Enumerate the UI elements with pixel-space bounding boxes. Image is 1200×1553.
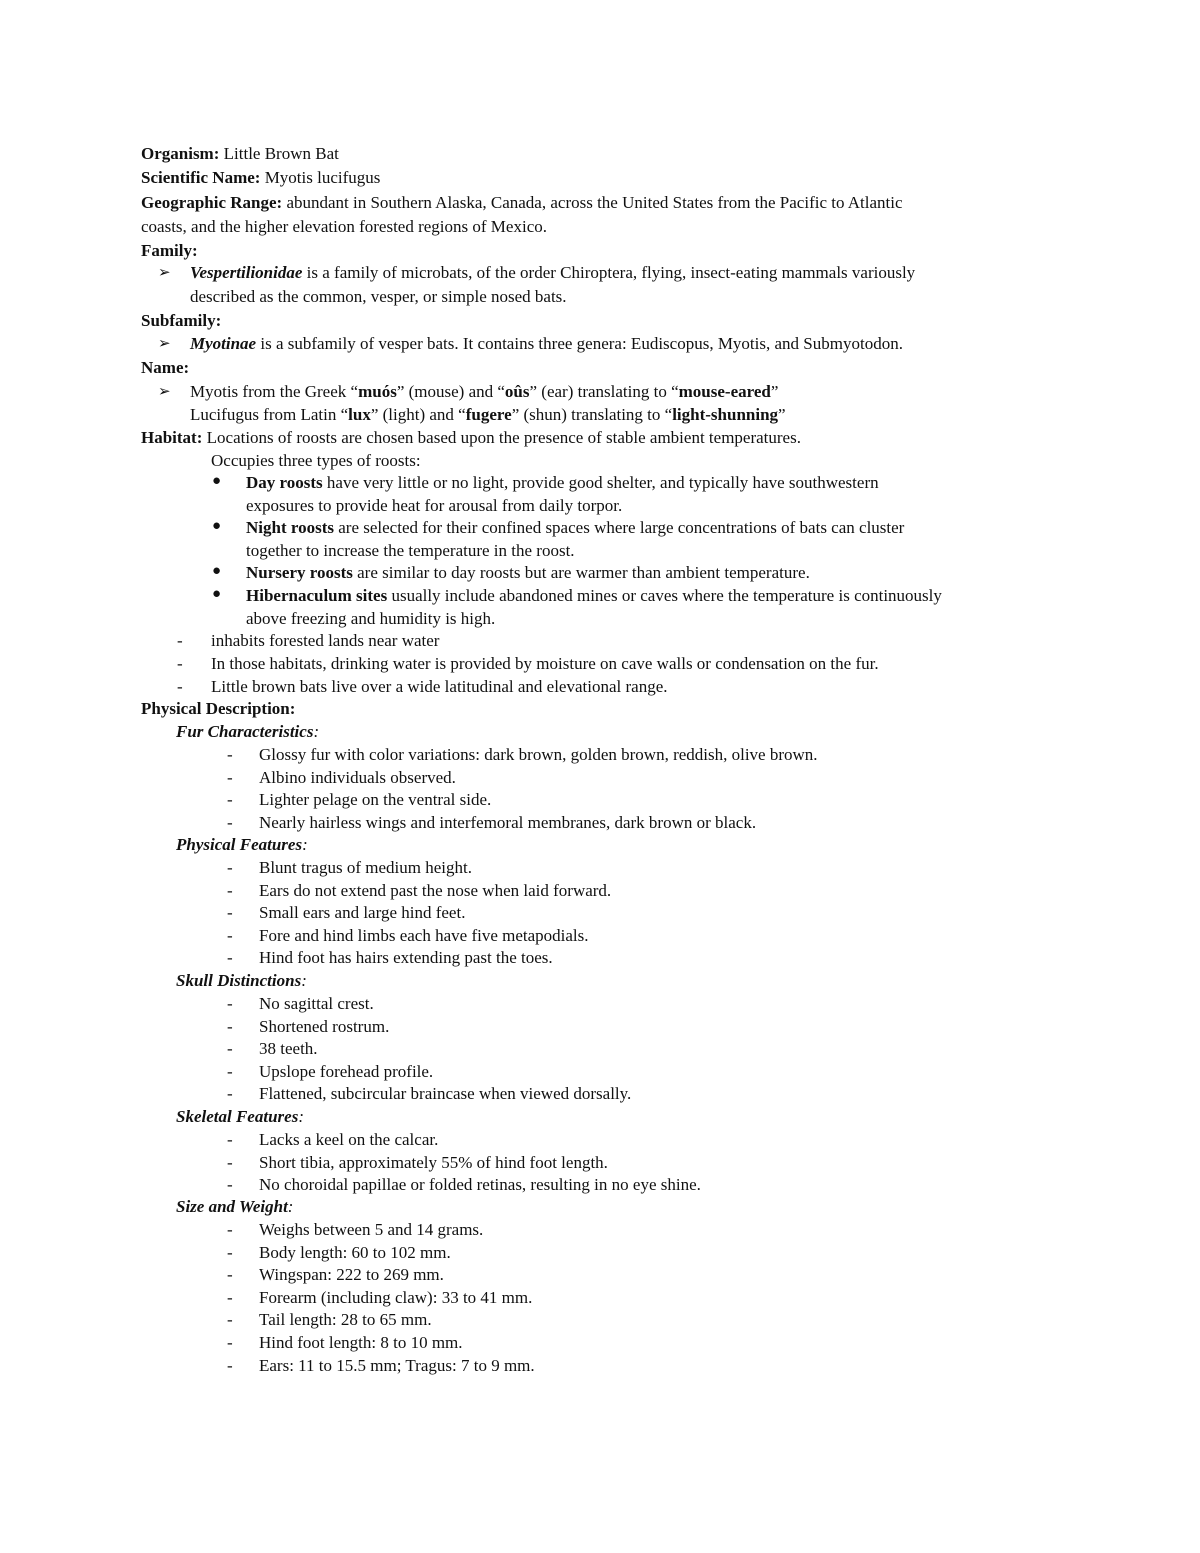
list-item: Hind foot has hairs extending past the toes. bbox=[259, 948, 553, 967]
geographic-range-label: Geographic Range: bbox=[141, 193, 283, 212]
dash-bullet: - bbox=[227, 768, 233, 787]
subheading-title: Size and Weight bbox=[176, 1197, 288, 1216]
habitat-note: In those habitats, drinking water is provided by moisture on cave walls or condensation on the fur. bbox=[211, 654, 879, 673]
roost-night-line-1 bbox=[246, 517, 904, 539]
name-text: ” bbox=[778, 405, 786, 424]
dash-bullet: - bbox=[227, 948, 233, 967]
roost-term: Night roosts bbox=[246, 518, 334, 537]
name-term: fugere bbox=[465, 405, 512, 424]
scientific-name-value: Myotis lucifugus bbox=[264, 168, 381, 187]
family-text-2: described as the common, vesper, or simple nosed bats. bbox=[190, 287, 567, 306]
list-item: Shortened rostrum. bbox=[259, 1017, 390, 1036]
dash-bullet: - bbox=[227, 1084, 233, 1103]
list-item: Flattened, subcircular braincase when viewed dorsally. bbox=[259, 1084, 632, 1103]
bullet-dot-icon: ● bbox=[212, 473, 222, 489]
habitat-note: Little brown bats live over a wide latitudinal and elevational range. bbox=[211, 677, 668, 696]
roost-night-line-2: together to increase the temperature in the roost. bbox=[246, 541, 575, 560]
list-item: Lighter pelage on the ventral side. bbox=[259, 790, 492, 809]
list-item: Body length: 60 to 102 mm. bbox=[259, 1243, 451, 1262]
scientific-name-label: Scientific Name: bbox=[141, 168, 261, 187]
bullet-dot-icon: ● bbox=[212, 518, 222, 534]
dash-bullet: - bbox=[177, 631, 183, 650]
list-item: Ears do not extend past the nose when laid forward. bbox=[259, 881, 612, 900]
name-text: ” (shun) translating to “ bbox=[511, 405, 673, 424]
bullet-dot-icon: ● bbox=[212, 563, 222, 579]
dash-bullet: - bbox=[227, 1333, 233, 1352]
dash-bullet: - bbox=[227, 1039, 233, 1058]
list-item: Fore and hind limbs each have five metapodials. bbox=[259, 926, 589, 945]
subheading-title: Skull Distinctions bbox=[176, 971, 302, 990]
bullet-dot-icon: ● bbox=[212, 586, 222, 602]
family-term: Vespertilionidae bbox=[190, 263, 303, 282]
organism-label: Organism: bbox=[141, 144, 220, 163]
list-item: Small ears and large hind feet. bbox=[259, 903, 466, 922]
arrow-bullet-icon: ➢ bbox=[158, 336, 171, 352]
name-text: ” (light) and “ bbox=[370, 405, 466, 424]
name-text: Myotis from the Greek “ bbox=[190, 382, 359, 401]
dash-bullet: - bbox=[227, 1017, 233, 1036]
list-item: Upslope forehead profile. bbox=[259, 1062, 434, 1081]
dash-bullet: - bbox=[227, 858, 233, 877]
dash-bullet: - bbox=[227, 1153, 233, 1172]
roost-day-line-1 bbox=[246, 472, 879, 494]
geographic-range-text-1: abundant in Southern Alaska, Canada, across the United States from the Pacific to Atlantic bbox=[286, 193, 903, 212]
roost-text: have very little or no light, provide good shelter, and typically have southwestern bbox=[326, 473, 879, 492]
list-item: Albino individuals observed. bbox=[259, 768, 456, 787]
dash-bullet: - bbox=[227, 813, 233, 832]
family-text-1: is a family of microbats, of the order Chiroptera, flying, insect-eating mammals variously bbox=[306, 263, 916, 282]
list-item: Nearly hairless wings and interfemoral membranes, dark brown or black. bbox=[259, 813, 757, 832]
subheading-title: Physical Features bbox=[176, 835, 303, 854]
name-term: light-shunning bbox=[672, 405, 779, 424]
family-heading: Family: bbox=[141, 241, 198, 260]
roost-term: Hibernaculum sites bbox=[246, 586, 388, 605]
arrow-bullet-icon: ➢ bbox=[158, 384, 171, 400]
list-item: Ears: 11 to 15.5 mm; Tragus: 7 to 9 mm. bbox=[259, 1356, 535, 1375]
subheading-colon: : bbox=[298, 1107, 304, 1126]
subfamily-heading: Subfamily: bbox=[141, 311, 222, 330]
dash-bullet: - bbox=[227, 790, 233, 809]
list-item: 38 teeth. bbox=[259, 1039, 318, 1058]
dash-bullet: - bbox=[227, 1175, 233, 1194]
roost-text: are similar to day roosts but are warmer than ambient temperature. bbox=[357, 563, 810, 582]
dash-bullet: - bbox=[227, 1243, 233, 1262]
habitat-line bbox=[141, 427, 801, 449]
habitat-intro: Locations of roosts are chosen based upon the presence of stable ambient temperatures. bbox=[206, 428, 801, 447]
subfamily-line bbox=[190, 333, 903, 355]
roost-text: usually include abandoned mines or caves where the temperature is continuously bbox=[391, 586, 942, 605]
subheading-title: Fur Characteristics bbox=[176, 722, 314, 741]
skeletal-subheading bbox=[176, 1106, 304, 1128]
dash-bullet: - bbox=[227, 1062, 233, 1081]
list-item: No sagittal crest. bbox=[259, 994, 374, 1013]
subheading-colon: : bbox=[287, 1197, 294, 1216]
name-term: mouse-eared bbox=[678, 382, 771, 401]
geographic-range-line bbox=[141, 192, 903, 214]
arrow-bullet-icon: ➢ bbox=[158, 265, 171, 281]
subheading-colon: : bbox=[302, 835, 308, 854]
dash-bullet: - bbox=[227, 1356, 233, 1375]
dash-bullet: - bbox=[227, 1220, 233, 1239]
habitat-label: Habitat: bbox=[141, 428, 203, 447]
roost-hibernaculum-line-1 bbox=[246, 585, 942, 607]
list-item: Forearm (including claw): 33 to 41 mm. bbox=[259, 1288, 533, 1307]
roost-intro: Occupies three types of roosts: bbox=[211, 451, 421, 470]
dash-bullet: - bbox=[227, 745, 233, 764]
name-term: oûs bbox=[504, 382, 530, 401]
dash-bullet: - bbox=[227, 1310, 233, 1329]
subfamily-term: Myotinae bbox=[190, 334, 257, 353]
list-item: Lacks a keel on the calcar. bbox=[259, 1130, 439, 1149]
features-subheading bbox=[176, 834, 308, 856]
list-item: Glossy fur with color variations: dark brown, golden brown, reddish, olive brown. bbox=[259, 745, 818, 764]
name-term: lux bbox=[348, 405, 371, 424]
dash-bullet: - bbox=[227, 881, 233, 900]
roost-text: are selected for their confined spaces where large concentrations of bats can cluster bbox=[338, 518, 905, 537]
subheading-colon: : bbox=[301, 971, 307, 990]
geographic-range-text-2: coasts, and the higher elevation forested regions of Mexico. bbox=[141, 217, 547, 236]
list-item: No choroidal papillae or folded retinas, resulting in no eye shine. bbox=[259, 1175, 701, 1194]
list-item: Wingspan: 222 to 269 mm. bbox=[259, 1265, 444, 1284]
dash-bullet: - bbox=[177, 677, 183, 696]
size-subheading bbox=[176, 1196, 293, 1218]
family-line-1 bbox=[190, 262, 915, 284]
list-item: Tail length: 28 to 65 mm. bbox=[259, 1310, 432, 1329]
dash-bullet: - bbox=[227, 994, 233, 1013]
roost-nursery-line bbox=[246, 562, 810, 584]
name-line-2 bbox=[190, 404, 786, 426]
name-line-1 bbox=[190, 381, 778, 403]
skull-subheading bbox=[176, 970, 307, 992]
organism-value: Little Brown Bat bbox=[223, 144, 339, 163]
organism-line bbox=[141, 143, 339, 165]
list-item: Hind foot length: 8 to 10 mm. bbox=[259, 1333, 463, 1352]
physical-heading: Physical Description: bbox=[141, 699, 296, 718]
dash-bullet: - bbox=[177, 654, 183, 673]
scientific-name-line bbox=[141, 167, 380, 189]
roost-term: Day roosts bbox=[246, 473, 323, 492]
name-text: Lucifugus from Latin “ bbox=[190, 405, 349, 424]
dash-bullet: - bbox=[227, 1288, 233, 1307]
dash-bullet: - bbox=[227, 1130, 233, 1149]
dash-bullet: - bbox=[227, 1265, 233, 1284]
roost-term: Nursery roosts bbox=[246, 563, 353, 582]
name-term: muós bbox=[358, 382, 397, 401]
dash-bullet: - bbox=[227, 903, 233, 922]
roost-hibernaculum-line-2: above freezing and humidity is high. bbox=[246, 609, 496, 628]
list-item: Blunt tragus of medium height. bbox=[259, 858, 472, 877]
fur-subheading bbox=[176, 721, 319, 743]
subheading-title: Skeletal Features bbox=[176, 1107, 299, 1126]
name-heading: Name: bbox=[141, 358, 190, 377]
habitat-note: inhabits forested lands near water bbox=[211, 631, 440, 650]
subheading-colon: : bbox=[313, 722, 320, 741]
roost-day-line-2: exposures to provide heat for arousal from daily torpor. bbox=[246, 496, 623, 515]
dash-bullet: - bbox=[227, 926, 233, 945]
name-text: ” bbox=[770, 382, 779, 401]
list-item: Short tibia, approximately 55% of hind foot length. bbox=[259, 1153, 608, 1172]
name-text: ” (ear) translating to “ bbox=[529, 382, 679, 401]
name-text: ” (mouse) and “ bbox=[396, 382, 505, 401]
subfamily-text: is a subfamily of vesper bats. It contains three genera: Eudiscopus, Myotis, and Submyotodon. bbox=[260, 334, 903, 353]
list-item: Weighs between 5 and 14 grams. bbox=[259, 1220, 484, 1239]
